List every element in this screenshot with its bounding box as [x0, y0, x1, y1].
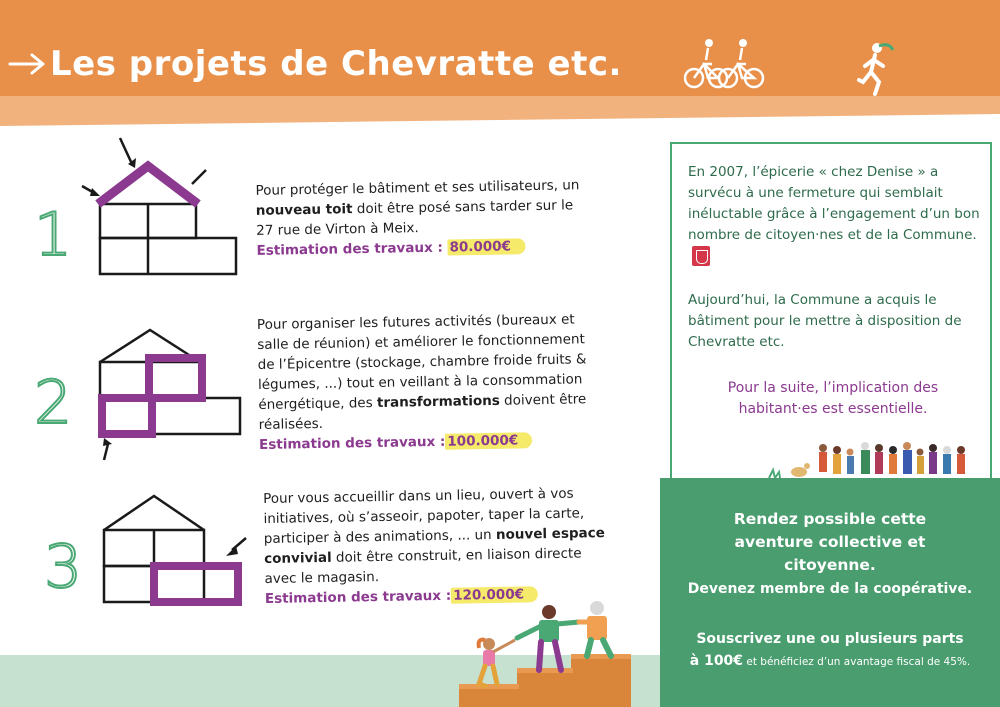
project-text-2-end: doivent être réalisées.	[258, 391, 587, 434]
cta-headline: Rendez possible cette aventure collective et citoyenne.	[733, 510, 927, 574]
people-climbing-stairs-icon	[455, 600, 655, 707]
info-highlight: Pour la suite, l’implication des habitant·es est essentielle.	[727, 380, 939, 417]
house-extension-icon	[100, 490, 260, 608]
project-description-3	[263, 483, 609, 609]
project-text-1-end: doit être posé sans tarder sur le 27 rue de Virton à Meix.	[256, 197, 574, 239]
cta-subscribe-price: à 100€	[689, 653, 744, 669]
commune-flag-icon	[692, 246, 710, 266]
project-text-2: Pour organiser les futures activités (bureaux et salle de réunion) et améliorer le fonctionnement de l’Épicentre (stockage, chambre froide fruits & légumes, ...) tout en veillant à la consommation énergétique, des	[256, 311, 587, 414]
house-roof-icon	[80, 132, 240, 282]
project-keyword-2: transformations	[376, 392, 500, 411]
estimate-label-1: Estimation des travaux :	[256, 239, 443, 259]
project-text-1: Pour protéger le bâtiment et ses utilisateurs, un	[255, 177, 580, 199]
cta-panel	[660, 478, 1000, 707]
project-number-3: 3	[44, 532, 83, 602]
estimate-2	[259, 432, 532, 453]
arrow-right-icon	[8, 52, 48, 76]
estimate-value-1: 80.000€	[447, 238, 525, 255]
header-band-accent	[0, 96, 1000, 126]
info-paragraph-1-text: En 2007, l’épicerie « chez Denise » a survécu à une fermeture qui semblait inéluctable grâce à l’engagement d’un bon nombre de citoyen·nes et de la Commune.	[688, 164, 980, 243]
cta-subscribe	[660, 628, 1000, 673]
project-number-2: 2	[34, 368, 73, 438]
cta-member: Devenez membre de la coopérative.	[687, 581, 973, 597]
estimate-label-2: Estimation des travaux :	[258, 433, 446, 454]
cyclists-icon	[682, 36, 766, 92]
runner-icon	[855, 40, 895, 98]
house-interior-icon	[90, 320, 250, 462]
estimate-label-3: Estimation des travaux :	[264, 587, 452, 607]
estimate-1	[256, 238, 525, 259]
project-keyword-1: nouveau toit	[255, 201, 353, 219]
project-text-3: Pour vous accueillir dans un lieu, ouvert à vos initiatives, où s’asseoir, papoter, taper la carte, participer à des animations, ... un	[263, 485, 585, 548]
info-paragraph-1	[688, 162, 988, 268]
info-box	[670, 142, 992, 480]
estimate-value-2: 100.000€	[445, 432, 532, 450]
page-title: Les projets de Chevratte etc.	[50, 44, 622, 84]
info-paragraph-2: Aujourd’hui, la Commune a acquis le bâtiment pour le mettre à disposition de Chevratte etc.	[688, 292, 962, 350]
project-description-1	[255, 175, 586, 261]
project-number-1: 1	[34, 200, 73, 270]
project-keyword-3: nouvel espace convivial	[264, 525, 605, 567]
estimate-value-3: 120.000€	[451, 586, 538, 604]
project-text-3-end: doit être construit, en liaison directe avec le magasin.	[264, 545, 582, 587]
project-description-2	[257, 309, 605, 455]
cta-subscribe-line1: Souscrivez une ou plusieurs parts	[696, 631, 964, 647]
cta-subscribe-small: et bénéficiez d’un avantage fiscal de 45%.	[743, 656, 971, 668]
